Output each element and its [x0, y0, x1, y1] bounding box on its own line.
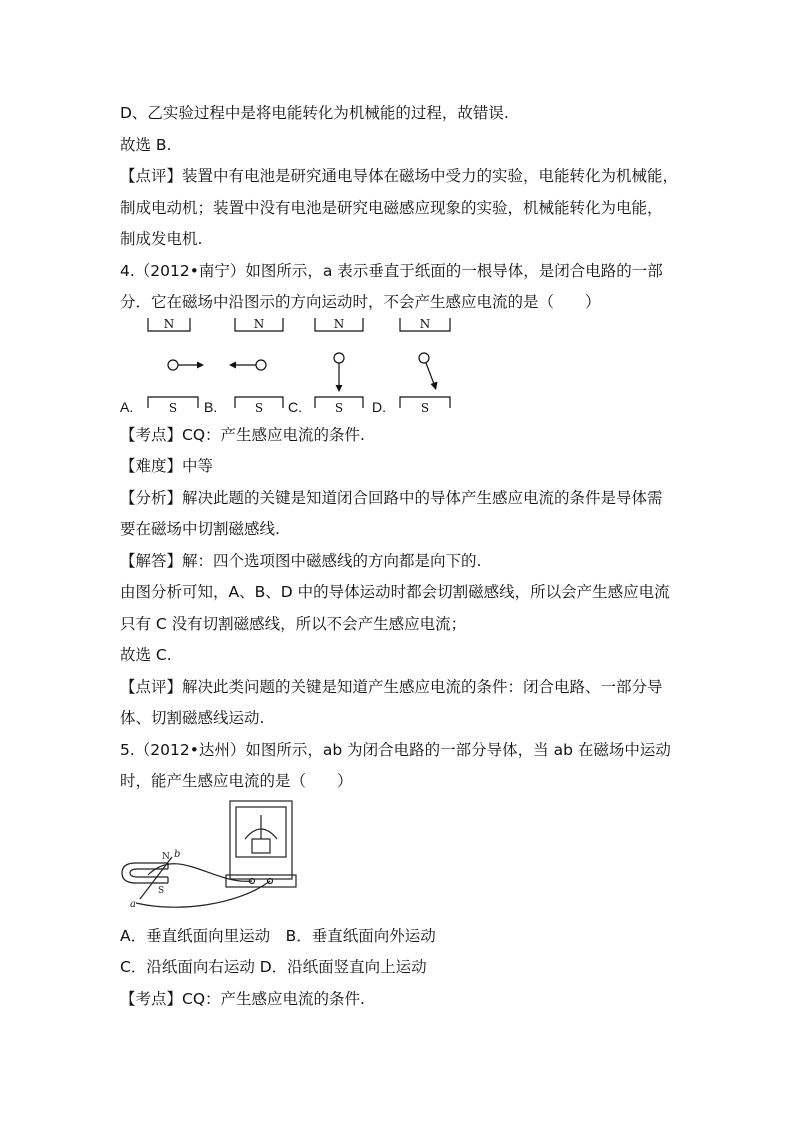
magnet-n-label: N	[333, 317, 345, 331]
magnet-s-label: S	[334, 401, 344, 415]
text-line: 只有 C 没有切割磁感线，所以不会产生感应电流；	[120, 615, 467, 633]
text-line: 故选 B.	[120, 136, 172, 154]
q4-magnet-diagram	[118, 308, 478, 418]
magnet-s-label: S	[420, 401, 430, 415]
text-line: 【考点】CQ：产生感应电流的条件.	[120, 426, 365, 444]
question-4-stem: 分．它在磁场中沿图示的方向运动时，不会产生感应电流的是（ ）	[120, 293, 601, 311]
question-5-stem: 5.（2012•达州）如图所示，ab 为闭合电路的一部分导体，当 ab 在磁场中运动	[120, 741, 671, 759]
text-line: 体、切割磁感线运动.	[120, 709, 265, 727]
question-4-stem: 4.（2012•南宁）如图所示，a 表示垂直于纸面的一根导体，是闭合电路的一部	[120, 262, 663, 280]
magnet-s-label: S	[158, 886, 165, 896]
option-d-label: D.	[372, 399, 386, 415]
magnet-n-label: N	[419, 317, 431, 331]
option-line: C．沿纸面向右运动 D．沿纸面竖直向上运动	[120, 958, 427, 976]
question-5-stem: 时，能产生感应电流的是（ ）	[120, 772, 353, 790]
text-line: 要在磁场中切割磁感线.	[120, 520, 280, 538]
magnet-s-label: S	[254, 401, 264, 415]
conductor-b-label: b	[174, 849, 181, 860]
q5-galvanometer-figure	[118, 795, 298, 915]
magnet-n-label: N	[253, 317, 265, 331]
comment-line: 【点评】装置中有电池是研究通电导体在磁场中受力的实验，电能转化为机械能，	[120, 167, 679, 185]
magnet-n-label: N	[162, 852, 170, 862]
option-c-label: C.	[288, 399, 302, 415]
text-line: 【解答】解：四个选项图中磁感线的方向都是向下的.	[120, 552, 482, 570]
text-line: 【点评】解决此类问题的关键是知道产生感应电流的条件：闭合电路、一部分导	[120, 678, 663, 696]
text-line: 【考点】CQ：产生感应电流的条件.	[120, 990, 365, 1008]
text-line: 制成电动机；装置中没有电池是研究电磁感应现象的实验，机械能转化为电能，	[120, 199, 663, 217]
option-b-label: B.	[204, 399, 218, 415]
text-line: 【分析】解决此题的关键是知道闭合回路中的导体产生感应电流的条件是导体需	[120, 489, 663, 507]
conductor-a-label: a	[130, 899, 136, 910]
text-line: D、乙实验过程中是将电能转化为机械能的过程，故错误.	[120, 104, 509, 122]
text-line: 故选 C.	[120, 646, 172, 664]
option-a-label: A.	[120, 399, 134, 415]
text-line: 由图分析可知，A、B、D 中的导体运动时都会切割磁感线，所以会产生感应电流	[120, 583, 670, 601]
text-line: 【难度】中等	[120, 457, 214, 475]
magnet-s-label: S	[168, 401, 178, 415]
option-line: A．垂直纸面向里运动 B．垂直纸面向外运动	[120, 927, 436, 945]
magnet-n-label: N	[163, 317, 175, 331]
text-line: 制成发电机.	[120, 230, 203, 248]
